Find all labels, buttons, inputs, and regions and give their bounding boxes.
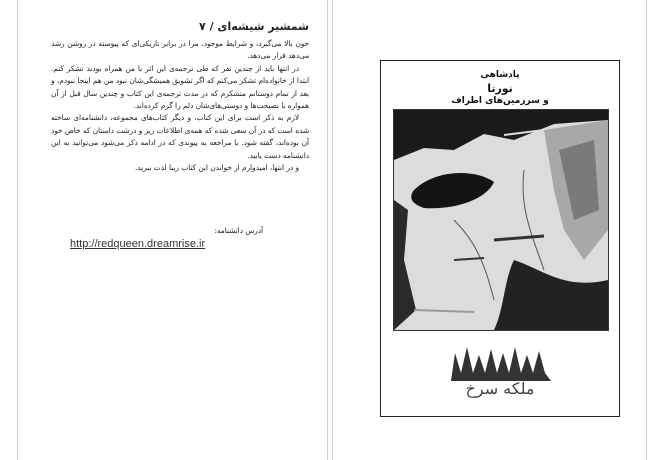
crown-icon xyxy=(441,343,561,383)
address-label: آدرس دانشنامه: xyxy=(214,226,263,235)
paragraph: و در انتها، امیدوارم از خواندن این کتاب زیبا لذت ببرید. xyxy=(134,163,299,173)
cover-illustration xyxy=(380,60,620,417)
map-title-line: پادشاهی xyxy=(480,70,520,80)
page-header: شمشیر شیشه‌ای / ۷ xyxy=(199,20,309,33)
map-title-line: نورتا xyxy=(487,82,513,95)
map-title-line: و سرزمین‌های اطراف xyxy=(451,96,549,106)
page-edge-line xyxy=(646,0,647,460)
paragraph: لازم به ذکر است برای این کتاب، و دیگر کتاب‌های مجموعه، دانشنامه‌ای ساخته شده است که در آن سعی شده که همه‌ی اطلاعات ریز و درشت داستان که خاص خود آن بوده‌اند، گفته شود. با مراجعه به پیوندی که در ادامه ذکر می‌شود می‌توانید به این دانشنامه دست یابید. xyxy=(51,113,309,160)
paragraph: در انتها باید از چندین نفر که طی ترجمه‌ی این اثر با من همراه بودند تشکر کنم. ابتدا از خانواده‌ام تشکر می‌کنم که اگر تشویق همیشگی‌شان نبود من هم اینجا نبودم، و بعد از تمام دوستانم متشکرم که در مدت ترجمه‌ی این کتاب و چندین سال قبل از آن همواره با نصیحت‌ها و دوستی‌های‌شان دلم را گرم کرده‌اند. xyxy=(51,63,309,111)
gutter-line xyxy=(332,0,333,460)
gutter-line xyxy=(327,0,328,460)
body-text xyxy=(51,38,309,174)
right-page xyxy=(340,0,645,460)
map-image xyxy=(394,110,608,330)
cover-book-name: ملکه سرخ xyxy=(465,379,535,398)
map-title xyxy=(381,69,619,108)
kingdom-map xyxy=(393,109,609,331)
paragraph: خون بالا می‌گیرد، و شرایط موجود، مرا در برابر تاریکی‌ای که پیوسته در روشن رشد می‌دهد قرار می‌دهد. xyxy=(51,39,309,61)
left-page xyxy=(18,0,323,460)
address-link[interactable]: http://redqueen.dreamrise.ir xyxy=(70,238,206,250)
